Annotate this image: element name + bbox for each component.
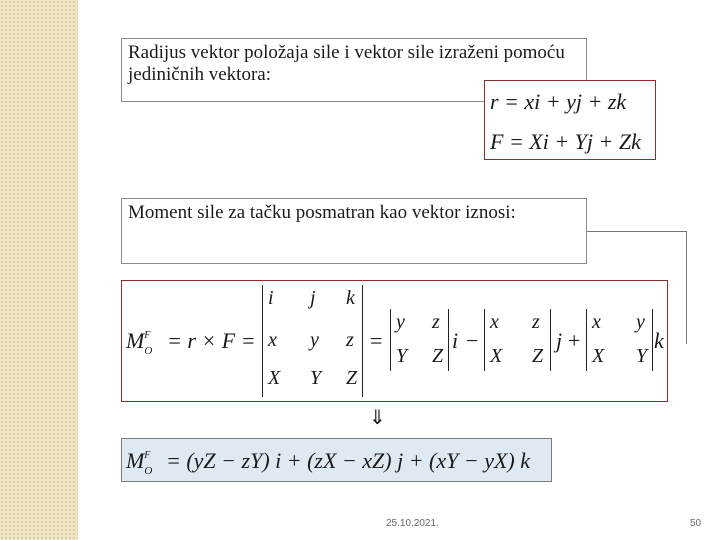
- unit-j: j: [556, 328, 563, 353]
- moment-description: Moment sile za tačku posmatran kao vektor iznosi:: [128, 202, 516, 223]
- minor1-d: Z: [432, 345, 444, 367]
- det-cell-X: X: [268, 367, 281, 389]
- minor3-a: x: [592, 311, 601, 333]
- formula-box-vectors: [484, 80, 656, 160]
- minor2-right-bar: [550, 309, 551, 371]
- unit-k: k: [654, 328, 664, 353]
- minor2-b: z: [532, 311, 540, 333]
- decorative-side-strip: [0, 0, 78, 540]
- unit-i: i: [452, 328, 459, 353]
- formula-box-determinant: [121, 280, 668, 402]
- moment-subscript: O: [144, 345, 153, 357]
- minor3-b: y: [636, 311, 645, 333]
- force-vector-equation: F = Xi + Yj + Zk: [490, 129, 641, 154]
- det-cell-Y: Y: [310, 367, 322, 389]
- slide-page-number: 50: [690, 518, 702, 529]
- down-arrow-icon: ⇓: [369, 407, 386, 429]
- moment-symbol: [126, 328, 158, 357]
- moment-letter: M: [126, 328, 145, 353]
- minor1-a: y: [396, 311, 405, 333]
- det-cell-y: y: [310, 329, 319, 351]
- minor2-left-bar: [484, 309, 485, 371]
- radius-vector-equation: r = xi + yj + zk: [490, 89, 627, 114]
- det-left-bar: [262, 285, 263, 397]
- minor3-left-bar: [586, 309, 587, 371]
- result-moment-letter: M: [126, 448, 145, 473]
- slide-date: 25.10.2021.: [386, 518, 439, 529]
- result-expression: = (yZ − zY) i + (zX − xZ) j + (xY − yX) k: [166, 448, 531, 473]
- det-right-bar: [362, 285, 363, 397]
- formula-box-result: [121, 438, 552, 482]
- det-cell-j: j: [310, 287, 316, 309]
- equals-sign: =: [370, 328, 383, 353]
- minor2-c: X: [490, 345, 503, 367]
- result-moment-symbol: [126, 448, 158, 477]
- det-cell-k: k: [346, 287, 355, 309]
- minor1-right-bar: [448, 309, 449, 371]
- result-moment-subscript: O: [144, 465, 153, 477]
- radius-vector-description: Radijus vektor položaja sile i vektor sile izraženi pomoću jediničnih vektora:: [128, 42, 565, 85]
- minor3-c: X: [592, 345, 605, 367]
- det-cell-Z: Z: [346, 367, 358, 389]
- plus-sign: +: [568, 328, 581, 353]
- result-moment-superscript: F: [144, 450, 151, 461]
- minor1-left-bar: [390, 309, 391, 371]
- det-cell-z: z: [346, 329, 354, 351]
- det-cell-x: x: [268, 329, 277, 351]
- moment-superscript: F: [144, 330, 151, 341]
- minor3-right-bar: [652, 309, 653, 371]
- minor1-b: z: [432, 311, 440, 333]
- minor2-a: x: [490, 311, 499, 333]
- minus-sign: −: [466, 328, 479, 353]
- text-box-moment: [121, 198, 587, 264]
- cross-product-expression: = r × F =: [167, 328, 256, 353]
- det-cell-i: i: [268, 287, 274, 309]
- minor1-c: Y: [396, 345, 408, 367]
- minor3-d: Y: [636, 345, 648, 367]
- minor2-d: Z: [532, 345, 544, 367]
